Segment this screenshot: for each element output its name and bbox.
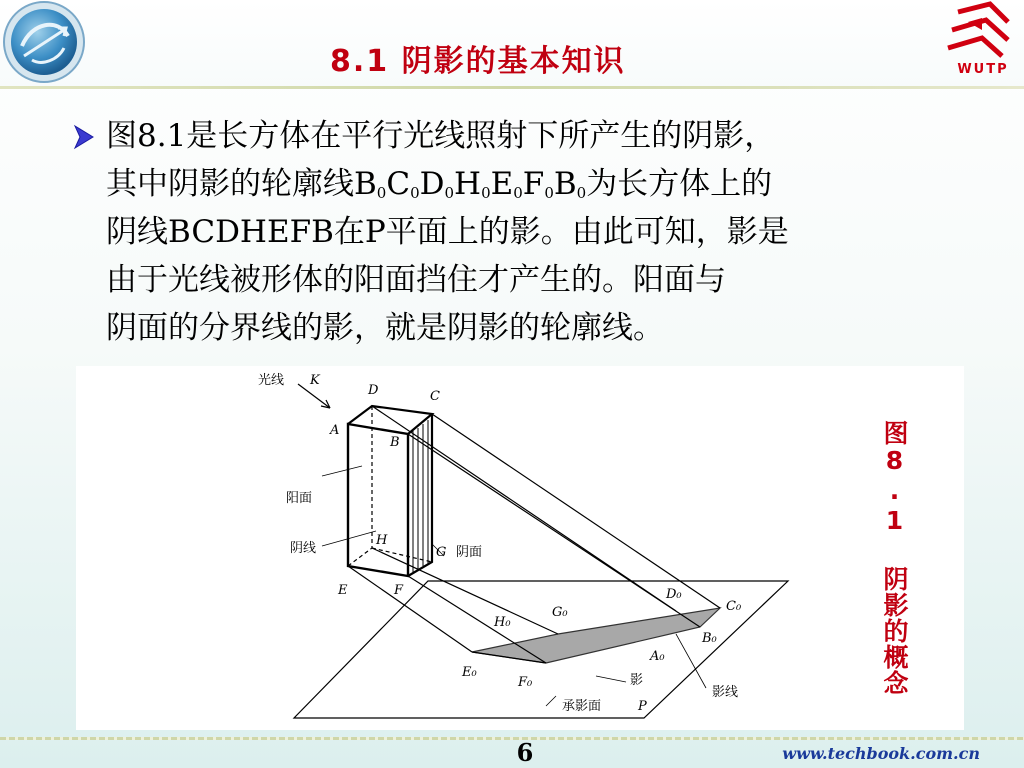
- label-shadow: 影: [630, 673, 644, 688]
- leader-line: [546, 696, 556, 706]
- shadow-diagram: [76, 366, 964, 730]
- label-f-vertex: F: [394, 583, 404, 598]
- label-g0: G₀: [552, 605, 568, 620]
- leader-line: [322, 466, 362, 476]
- header-divider: [0, 86, 1024, 89]
- institution-logo-icon: [2, 0, 86, 84]
- leader-line: [596, 676, 626, 682]
- subscript: 0: [544, 184, 554, 202]
- body-paragraph: [106, 112, 1006, 352]
- subscript: 0: [410, 184, 420, 202]
- figure-caption: 图8.1 阴影的概念: [880, 420, 909, 696]
- body-line-3: 阴线BCDHEFB在P平面上的影。由此可知，影是: [106, 214, 789, 250]
- label-f: F: [522, 166, 545, 202]
- label-receiving-plane: 承影面: [562, 699, 602, 714]
- label-b-vertex: B: [390, 435, 400, 450]
- label-c: C: [386, 166, 411, 202]
- body-line-2-text: 其中阴影的轮廓线B: [106, 166, 377, 202]
- figure-panel: [76, 366, 964, 730]
- label-e-vertex: E: [338, 583, 348, 598]
- page-title: 8.1 阴影的基本知识: [330, 44, 626, 79]
- label-shade-line: 阴线: [290, 541, 317, 556]
- label-b0: B₀: [702, 631, 717, 646]
- label-f0: F₀: [518, 675, 533, 690]
- label-c-vertex: C: [430, 389, 440, 404]
- page-number: 6: [516, 738, 534, 767]
- subscript: 0: [376, 184, 387, 202]
- body-line-1: 图8.1是长方体在平行光线照射下所产生的阴影，: [106, 118, 776, 154]
- label-p-plane: P: [638, 699, 647, 714]
- label-yang-face: 阳面: [286, 491, 313, 506]
- subscript: 0: [444, 184, 455, 202]
- body-line-2-end: 为长方体上的: [586, 166, 773, 202]
- label-a-vertex: A: [330, 423, 340, 438]
- label-b: B: [553, 166, 577, 202]
- label-c0: C₀: [726, 599, 742, 614]
- label-d-vertex: D: [368, 383, 379, 398]
- label-shade-face: 阴面: [456, 545, 483, 560]
- label-d: D: [419, 166, 445, 202]
- label-light: 光线: [258, 373, 285, 388]
- subscript: 0: [481, 184, 491, 202]
- label-h0: H₀: [494, 615, 511, 630]
- light-ray: [432, 414, 720, 608]
- brand-label: WUTP: [957, 62, 1009, 77]
- label-e0: E₀: [462, 665, 477, 680]
- label-a0: A₀: [650, 649, 665, 664]
- website-link[interactable]: www.techbook.com.cn: [782, 744, 980, 763]
- body-line-2: [106, 160, 1006, 208]
- subscript: 0: [576, 184, 587, 202]
- label-shadow-line: 影线: [712, 685, 739, 700]
- bullet-arrow-icon: [72, 124, 96, 150]
- body-line-5: 阴面的分界线的影，就是阴影的轮廓线。: [106, 310, 664, 346]
- light-ray: [348, 566, 472, 652]
- label-k: K: [310, 373, 320, 388]
- label-e: E: [490, 166, 514, 202]
- label-d0: D₀: [666, 587, 682, 602]
- box-hidden-edges: [348, 406, 372, 566]
- label-h: H: [454, 166, 482, 202]
- subscript: 0: [513, 184, 523, 202]
- body-line-4: 由于光线被形体的阳面挡住才产生的。阳面与: [106, 262, 726, 298]
- label-h-vertex: H: [376, 533, 388, 548]
- label-g-vertex: G: [436, 545, 447, 560]
